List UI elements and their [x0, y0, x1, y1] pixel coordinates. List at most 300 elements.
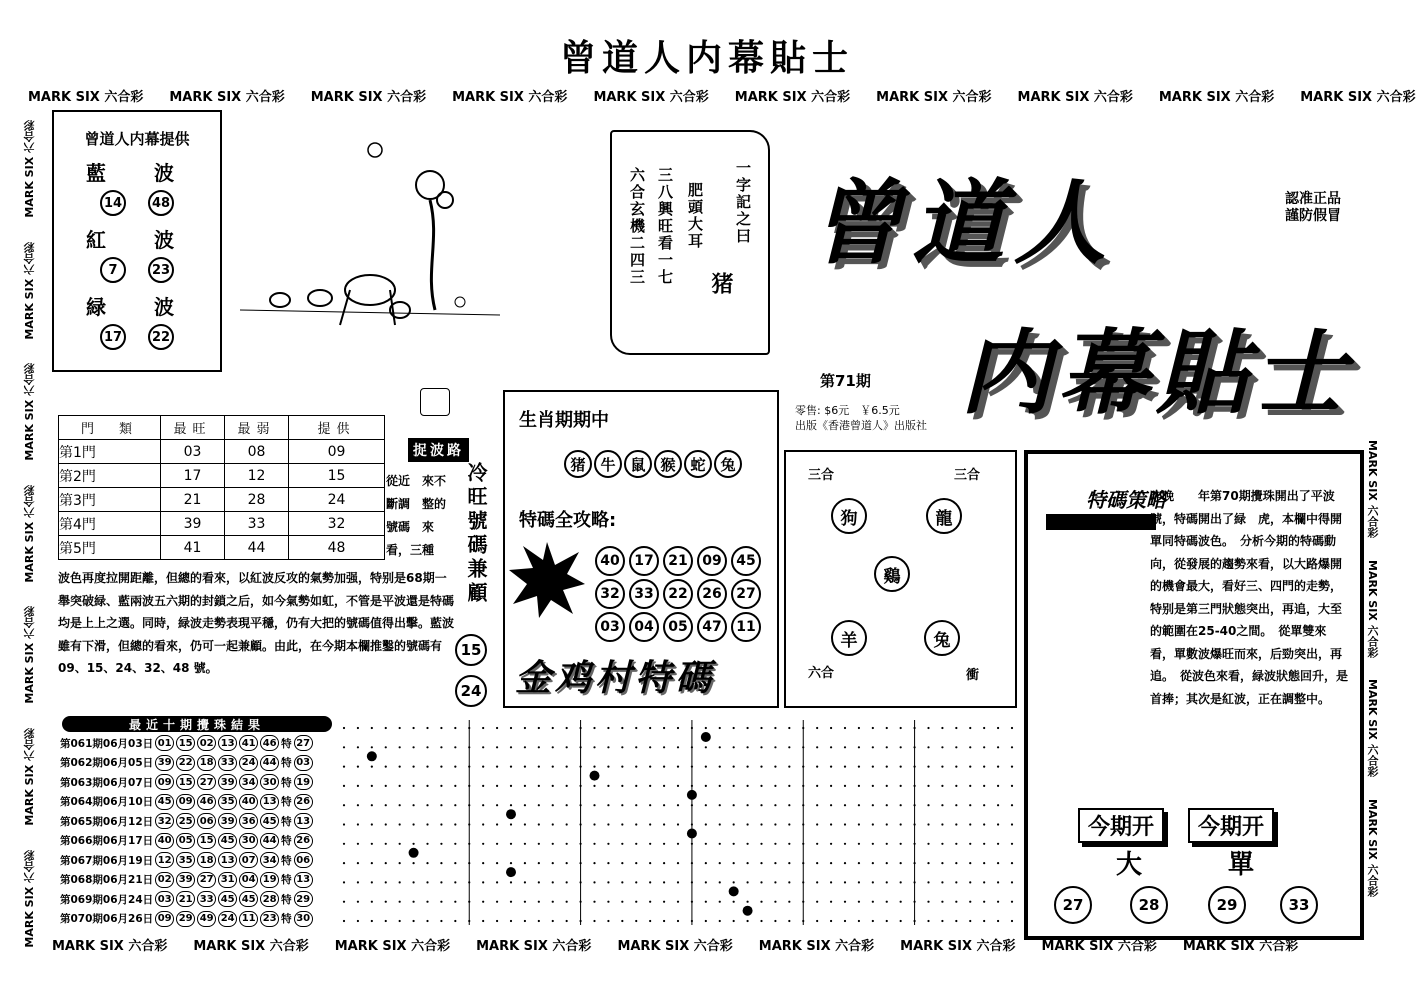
grid-dot — [412, 881, 414, 883]
grid-dot — [482, 901, 484, 903]
grid-dot — [705, 862, 707, 864]
grid-dot — [607, 823, 609, 825]
number-ball: 33 — [629, 579, 659, 609]
special-label: 特 — [281, 796, 292, 808]
grid-dot — [566, 823, 568, 825]
grid-dot — [677, 804, 679, 806]
grid-dot — [983, 843, 985, 845]
authentic-label: 認准正品 — [1285, 191, 1341, 207]
wave-box-heading: 曾道人内幕提供 — [84, 130, 190, 148]
route-number-ball: 15 — [455, 634, 487, 666]
grid-dot — [593, 843, 595, 845]
history-number: 45 — [260, 813, 279, 829]
grid-dot — [524, 881, 526, 883]
grid-dot — [997, 823, 999, 825]
grid-dot — [593, 881, 595, 883]
grid-dot — [774, 727, 776, 729]
history-number: 39 — [176, 872, 195, 888]
grid-dot — [426, 901, 428, 903]
grid-dot — [705, 881, 707, 883]
grid-dot — [440, 785, 442, 787]
grid-dot — [399, 920, 401, 922]
grid-dot — [900, 920, 902, 922]
grid-dot — [746, 881, 748, 883]
grid-dot — [746, 862, 748, 864]
grid-dot — [677, 727, 679, 729]
grid-dot — [927, 823, 929, 825]
grid-dot — [830, 785, 832, 787]
grid-dot — [524, 746, 526, 748]
grid-dot — [552, 823, 554, 825]
history-period: 第062期06月05日 — [60, 757, 154, 769]
grid-dot — [746, 727, 748, 729]
grid-dot — [371, 920, 373, 922]
history-number: 33 — [197, 891, 216, 907]
history-special-number: 13 — [294, 813, 313, 829]
grid-dot — [482, 785, 484, 787]
sanhe-animal: 兔 — [924, 620, 960, 656]
grid-dot — [900, 746, 902, 748]
gate-row: 第1門 03 08 09 — [59, 440, 385, 464]
grid-dot — [635, 881, 637, 883]
grid-dot — [997, 862, 999, 864]
grid-dot — [830, 823, 832, 825]
grid-dot — [677, 843, 679, 845]
grid-dot — [1011, 823, 1013, 825]
grid-dot — [566, 804, 568, 806]
grid-dot — [649, 785, 651, 787]
number-ball: 27 — [731, 579, 761, 609]
grid-dot — [788, 746, 790, 748]
sanhe-box: 三合 三合 六合 衝 狗 龍 鷄 羊 兔 — [784, 450, 1017, 708]
grid-dot — [733, 843, 735, 845]
grid-dot — [663, 746, 665, 748]
history-number: 18 — [197, 852, 216, 868]
grid-dot — [705, 804, 707, 806]
history-number: 24 — [218, 911, 237, 927]
special-number-mark — [687, 790, 697, 800]
grid-dot — [830, 881, 832, 883]
history-number: 34 — [260, 852, 279, 868]
grid-dot — [997, 920, 999, 922]
history-row — [60, 911, 313, 927]
grid-dot — [858, 901, 860, 903]
grid-dot — [496, 823, 498, 825]
history-number: 39 — [218, 774, 237, 790]
grid-dot — [872, 785, 874, 787]
grid-dot — [607, 785, 609, 787]
grid-dot — [858, 881, 860, 883]
grid-dot — [719, 881, 721, 883]
grid-dot — [593, 823, 595, 825]
history-row — [60, 852, 313, 868]
history-number: 30 — [260, 774, 279, 790]
grid-dot — [941, 920, 943, 922]
grid-dot — [454, 785, 456, 787]
grid-dot — [621, 785, 623, 787]
grid-dot — [593, 862, 595, 864]
grid-dot — [858, 862, 860, 864]
history-period: 第063期06月07日 — [60, 776, 154, 789]
grid-dot — [524, 843, 526, 845]
grid-dot — [343, 766, 345, 768]
history-number: 28 — [260, 891, 279, 907]
grid-dot — [997, 746, 999, 748]
grid-dot — [900, 804, 902, 806]
history-special-number: 13 — [294, 872, 313, 888]
grid-dot — [872, 746, 874, 748]
history-number: 39 — [155, 755, 174, 771]
number-ball: 22 — [148, 324, 174, 350]
history-row — [60, 813, 313, 829]
grid-dot — [593, 920, 595, 922]
history-number: 05 — [176, 833, 195, 849]
open-label-2: 今期开 — [1188, 808, 1274, 843]
grid-dot — [343, 727, 345, 729]
grid-dot — [510, 881, 512, 883]
grid-dot — [760, 920, 762, 922]
grid-dot — [440, 823, 442, 825]
history-number: 15 — [176, 774, 195, 790]
special-number-mark — [506, 867, 516, 877]
special-label: 特 — [281, 874, 292, 886]
grid-dot — [593, 785, 595, 787]
grid-dot — [412, 746, 414, 748]
grid-dot — [983, 785, 985, 787]
grid-dot — [774, 881, 776, 883]
history-number: 09 — [155, 774, 174, 790]
grid-dot — [900, 901, 902, 903]
grid-dot — [440, 843, 442, 845]
wave-route-vertical-title: 冷旺號碼兼顧 — [464, 462, 488, 606]
grid-dot — [886, 823, 888, 825]
grid-dot — [997, 901, 999, 903]
grid-dot — [426, 766, 428, 768]
grid-dot — [635, 823, 637, 825]
grid-dot — [955, 823, 957, 825]
grid-dot — [426, 920, 428, 922]
history-period: 第070期06月26日 — [60, 913, 154, 925]
grid-dot — [997, 804, 999, 806]
grid-dot — [426, 843, 428, 845]
marksix-right-border: MARK SIX 六合彩 MARK SIX 六合彩 MARK SIX 六合彩 MARK SIX 六合彩 — [1366, 440, 1379, 897]
grid-dot — [635, 804, 637, 806]
grid-dot — [830, 862, 832, 864]
grid-dot — [496, 920, 498, 922]
single-label: 單 — [1228, 850, 1255, 880]
grid-dot — [371, 881, 373, 883]
marksix-left-border: MARK SIX 六合彩 MARK SIX 六合彩 MARK SIX 六合彩 MARK SIX 六合彩 MARK SIX 六合彩 MARK SIX 六合彩 MARK SIX 六合彩 — [23, 120, 36, 948]
grid-dot — [566, 766, 568, 768]
special-number-mark — [367, 751, 377, 761]
grid-dot — [552, 785, 554, 787]
number-ball: 03 — [595, 612, 625, 642]
grid-dot — [524, 785, 526, 787]
grid-dot — [649, 843, 651, 845]
history-special-number: 26 — [294, 794, 313, 810]
number-ball: 48 — [148, 190, 174, 216]
grid-dot — [524, 823, 526, 825]
grid-dot — [677, 766, 679, 768]
grid-dot — [1011, 901, 1013, 903]
grid-dot — [621, 920, 623, 922]
grid-dot — [858, 785, 860, 787]
grid-dot — [426, 804, 428, 806]
grid-dot — [635, 862, 637, 864]
grid-dot — [426, 746, 428, 748]
grid-dot — [733, 804, 735, 806]
grid-dot — [705, 785, 707, 787]
grid-dot — [649, 862, 651, 864]
grid-dot — [983, 766, 985, 768]
grid-dot — [566, 843, 568, 845]
history-row — [60, 872, 313, 888]
history-number: 15 — [176, 735, 195, 751]
grid-dot — [524, 804, 526, 806]
grid-dot — [412, 901, 414, 903]
grid-dot — [733, 862, 735, 864]
special-number-mark — [409, 848, 419, 858]
grid-dot — [886, 920, 888, 922]
grid-dot — [663, 843, 665, 845]
number-ball: 28 — [1130, 886, 1168, 924]
grid-dot — [538, 881, 540, 883]
grid-dot — [482, 727, 484, 729]
grid-dot — [760, 785, 762, 787]
history-number: 40 — [155, 833, 174, 849]
wave-route-badge: 捉波路 — [408, 438, 469, 462]
grid-dot — [496, 881, 498, 883]
grid-dot — [357, 766, 359, 768]
grid-dot — [900, 843, 902, 845]
grid-dot — [593, 804, 595, 806]
prophecy-scroll: 一字記之曰 猪 肥頭大耳 三八興旺看一七 六合玄機二四三 — [610, 130, 770, 355]
wave-group-blue: 藍 波 14 48 — [54, 157, 220, 216]
grid-dot — [663, 804, 665, 806]
grid-dot — [746, 804, 748, 806]
grid-dot — [593, 746, 595, 748]
grid-dot — [635, 843, 637, 845]
grid-dot — [927, 727, 929, 729]
grid-dot — [760, 727, 762, 729]
history-row — [60, 774, 313, 790]
grid-dot — [482, 881, 484, 883]
grid-dot — [649, 746, 651, 748]
grid-dot — [774, 785, 776, 787]
grid-dot — [343, 823, 345, 825]
history-number: 46 — [260, 735, 279, 751]
grid-dot — [955, 862, 957, 864]
grid-dot — [635, 746, 637, 748]
grid-dot — [440, 920, 442, 922]
grid-dot — [746, 920, 748, 922]
grid-dot — [760, 746, 762, 748]
history-number: 31 — [218, 872, 237, 888]
grid-dot — [733, 746, 735, 748]
grid-dot — [635, 785, 637, 787]
special-number-mark — [729, 886, 739, 896]
history-number: 40 — [239, 794, 258, 810]
grid-dot — [607, 920, 609, 922]
grid-dot — [385, 746, 387, 748]
grid-dot — [941, 804, 943, 806]
history-number: 09 — [176, 794, 195, 810]
grid-dot — [719, 727, 721, 729]
special-strategy-paragraph: 昨晚 年第70期攪珠開出了平波 號，特碼開出了緑 虎，本欄中得開單同特碼波色。 分析今期的特碼動向，從發展的趨勢來看，以大路爆開的機會最大，看好三、四門的走勢，特别是第三門狀態突出，再追，大至的範圍在25-40之間。 從單雙來看，單數波爆旺而來，后勁突出，再追。 從波色來看，緑波狀態回升，是首捧；其次是紅波，正在調整中。 — [1150, 489, 1359, 706]
grid-dot — [440, 766, 442, 768]
grid-dot — [552, 901, 554, 903]
grid-dot — [886, 901, 888, 903]
grid-dot — [538, 843, 540, 845]
grid-dot — [886, 881, 888, 883]
grid-dot — [426, 785, 428, 787]
grid-dot — [677, 881, 679, 883]
sanhe-animal: 羊 — [831, 620, 867, 656]
grid-dot — [454, 766, 456, 768]
grid-dot — [733, 901, 735, 903]
grid-dot — [440, 901, 442, 903]
wave-group-green: 緑 波 17 22 — [54, 291, 220, 350]
grid-dot — [816, 727, 818, 729]
history-number: 15 — [197, 833, 216, 849]
grid-dot — [872, 823, 874, 825]
grid-dot — [941, 785, 943, 787]
grid-dot — [635, 766, 637, 768]
history-number: 03 — [155, 891, 174, 907]
history-special-number: 30 — [294, 911, 313, 927]
issue-number: 第71期 — [820, 372, 871, 390]
number-ball: 09 — [697, 546, 727, 576]
zodiac-footer-banner: 金鸡村特碼 — [515, 658, 716, 699]
grid-dot — [969, 823, 971, 825]
history-number: 18 — [197, 755, 216, 771]
grid-dot — [593, 727, 595, 729]
gate-row: 第2門 17 12 15 — [59, 464, 385, 488]
grid-dot — [705, 746, 707, 748]
grid-dot — [844, 920, 846, 922]
grid-dot — [399, 823, 401, 825]
special-number-mark — [590, 771, 600, 781]
grid-dot — [371, 746, 373, 748]
grid-dot — [1011, 881, 1013, 883]
grid-dot — [969, 727, 971, 729]
grid-dot — [399, 785, 401, 787]
grid-dot — [955, 843, 957, 845]
grid-dot — [621, 843, 623, 845]
grid-dot — [997, 727, 999, 729]
history-number: 27 — [197, 774, 216, 790]
history-number: 09 — [155, 911, 174, 927]
history-number: 27 — [197, 872, 216, 888]
grid-dot — [552, 920, 554, 922]
grid-dot — [900, 823, 902, 825]
grid-dot — [510, 862, 512, 864]
grid-dot — [719, 746, 721, 748]
grid-dot — [886, 862, 888, 864]
grid-dot — [649, 823, 651, 825]
route-number-ball: 24 — [455, 675, 487, 707]
grid-dot — [454, 823, 456, 825]
number-ball: 26 — [697, 579, 727, 609]
history-number: 13 — [218, 735, 237, 751]
number-ball: 40 — [595, 546, 625, 576]
grid-dot — [1011, 766, 1013, 768]
grid-dot — [385, 920, 387, 922]
grid-dot — [746, 766, 748, 768]
grid-dot — [496, 843, 498, 845]
grid-dot — [830, 843, 832, 845]
history-period: 第064期06月10日 — [60, 796, 154, 808]
grid-dot — [538, 727, 540, 729]
grid-dot — [733, 920, 735, 922]
grid-dot — [872, 881, 874, 883]
grid-dot — [746, 823, 748, 825]
grid-dot — [663, 920, 665, 922]
grid-dot — [496, 901, 498, 903]
grid-dot — [872, 766, 874, 768]
grid-dot — [858, 804, 860, 806]
grid-dot — [607, 746, 609, 748]
grid-dot — [552, 804, 554, 806]
grid-dot — [705, 766, 707, 768]
special-label: 特 — [281, 815, 292, 828]
history-number: 13 — [218, 852, 237, 868]
grid-dot — [663, 766, 665, 768]
grid-dot — [385, 881, 387, 883]
grid-dot — [607, 901, 609, 903]
grid-dot — [886, 746, 888, 748]
grid-dot — [719, 901, 721, 903]
grid-dot — [385, 843, 387, 845]
history-number: 30 — [239, 833, 258, 849]
number-ball: 29 — [1208, 886, 1246, 924]
grid-dot — [969, 766, 971, 768]
grid-dot — [649, 901, 651, 903]
special-number-grid — [595, 546, 763, 642]
grid-dot — [983, 862, 985, 864]
grid-dot — [343, 804, 345, 806]
grid-dot — [496, 727, 498, 729]
grid-dot — [746, 901, 748, 903]
grid-dot — [774, 823, 776, 825]
grid-dot — [496, 785, 498, 787]
grid-dot — [997, 843, 999, 845]
grid-dot — [454, 746, 456, 748]
grid-dot — [830, 766, 832, 768]
grid-dot — [649, 881, 651, 883]
grid-dot — [357, 823, 359, 825]
grid-dot — [955, 785, 957, 787]
grid-dot — [941, 881, 943, 883]
grid-dot — [538, 785, 540, 787]
history-number: 29 — [176, 911, 195, 927]
grid-dot — [969, 920, 971, 922]
page-title: 曾道人内幕貼士 — [560, 38, 855, 79]
grid-dot — [886, 804, 888, 806]
grid-dot — [482, 843, 484, 845]
grid-dot — [510, 823, 512, 825]
grid-dot — [621, 746, 623, 748]
grid-dot — [412, 920, 414, 922]
grid-dot — [607, 727, 609, 729]
grid-dot — [385, 785, 387, 787]
big-label: 大 — [1116, 850, 1143, 880]
zodiac-heading: 生肖期期中 — [519, 410, 609, 431]
grid-dot — [607, 862, 609, 864]
number-ball: 33 — [1280, 886, 1318, 924]
grid-dot — [454, 901, 456, 903]
grid-dot — [524, 766, 526, 768]
